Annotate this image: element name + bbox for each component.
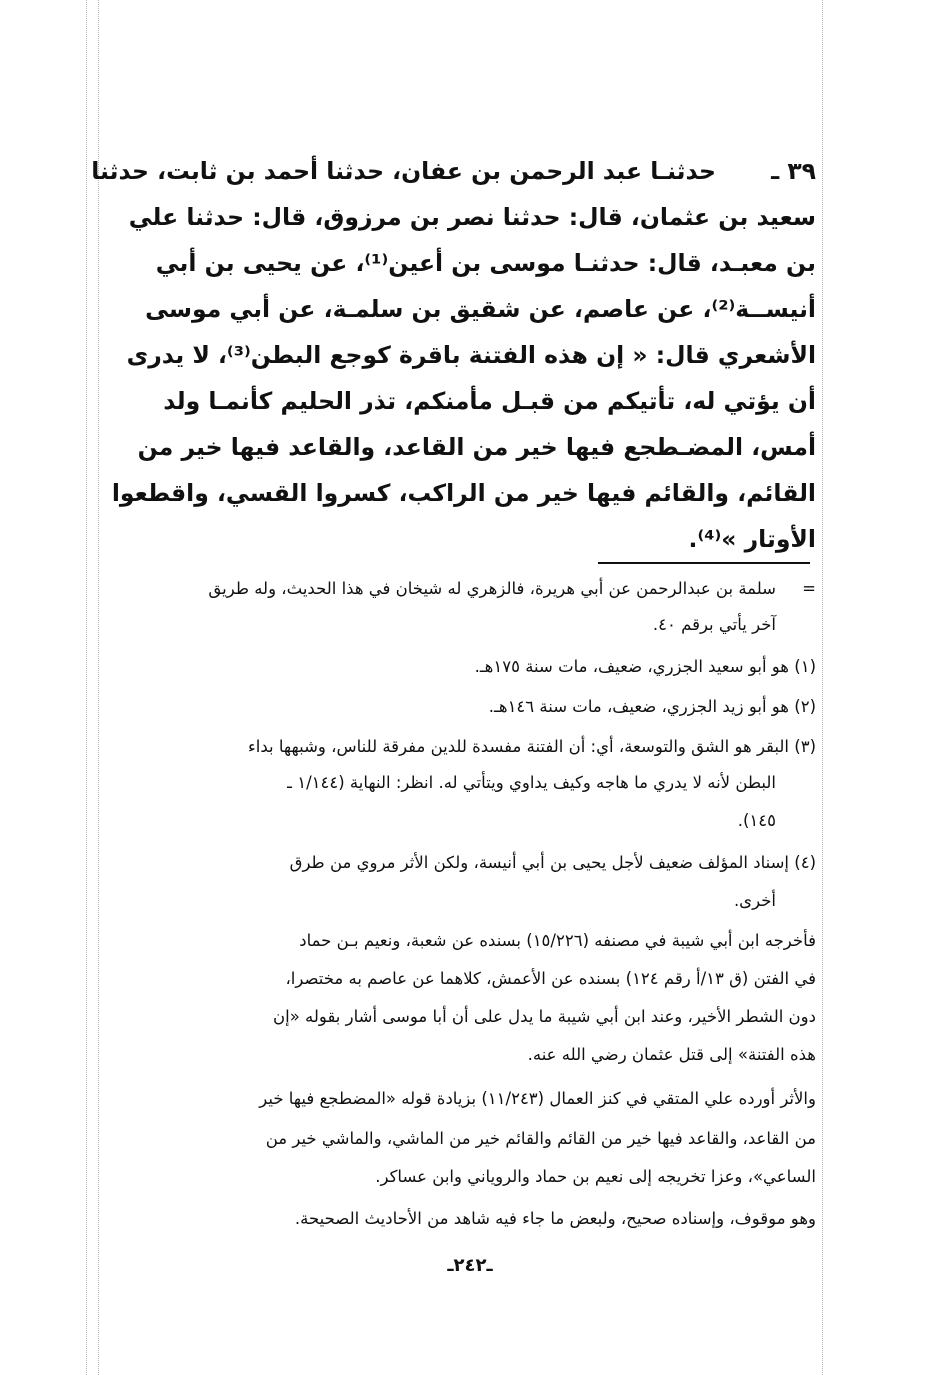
footnote-line: (٤) إسناد المؤلف ضعيف لأجل يحيى بن أبي أنيسة، ولكن الأثر مروي من طرق (289, 853, 816, 872)
footnote-line: (١) هو أبو سعيد الجزري، ضعيف، مات سنة ١٧٥هـ. (474, 657, 816, 676)
hadith-line: أن يؤتي له، تأتيكم من قبـل مأمنكم، تذر الحليم كأنمـا ولد (163, 387, 816, 415)
footnote-line: في الفتن (ق ١٣/أ رقم ١٢٤) بسنده عن الأعمش، كلاهما عن عاصم به مختصرا، (285, 969, 816, 988)
footnote-line: والأثر أورده علي المتقي في كنز العمال (١١/٢٤٣) بزيادة قوله «المضطجع فيها خير (259, 1089, 816, 1108)
margin-guide-left-outer (86, 0, 87, 1375)
hadith-line: حدثنـا عبد الرحمن بن عفان، حدثنا أحمد بن ثابت، حدثنا (91, 157, 716, 185)
hadith-line: سعيد بن عثمان، قال: حدثنا نصر بن مرزوق، قال: حدثنا علي (128, 203, 816, 231)
footnote-line: دون الشطر الأخير، وعند ابن أبي شيبة ما يدل على أن أبا موسى أشار بقوله «إن (273, 1007, 816, 1026)
footnote-line: من القاعد، والقاعد فيها خير من القائم والقائم خير من الماشي، والماشي خير من (265, 1129, 816, 1148)
hadith-number: ٣٩ ـ (771, 157, 816, 185)
footnote-separator (598, 562, 810, 564)
hadith-line: القائم، والقائم فيها خير من الراكب، كسروا القسي، واقطعوا (111, 479, 816, 507)
footnote-line: ١٤٥). (737, 811, 776, 830)
footnote-line: وهو موقوف، وإسناده صحيح، ولبعض ما جاء فيه شاهد من الأحاديث الصحيحة. (294, 1209, 816, 1228)
footnote-line: سلمة بن عبدالرحمن عن أبي هريرة، فالزهري له شيخان في هذا الحديث، وله طريق (208, 579, 776, 598)
footnote-line: الساعي»، وعزا تخريجه إلى نعيم بن حماد والروياني وابن عساكر. (375, 1167, 816, 1186)
footnote-line: (٢) هو أبو زيد الجزري، ضعيف، مات سنة ١٤٦هـ. (488, 697, 816, 716)
footnote-line: هذه الفتنة» إلى قتل عثمان رضي الله عنه. (527, 1045, 816, 1064)
footnote-line: أخرى. (733, 891, 776, 910)
hadith-line: الأوتار »⁽⁴⁾. (688, 525, 816, 553)
hadith-line: أنيســة⁽²⁾، عن عاصم، عن شقيق بن سلمـة، عن أبي موسى (145, 295, 816, 323)
margin-guide-right (822, 0, 823, 1375)
margin-guide-left-inner (98, 0, 99, 1375)
footnote-line: (٣) البقر هو الشق والتوسعة، أي: أن الفتنة مفسدة للدين مفرقة للناس، وشبهها بداء (248, 737, 816, 756)
page-number: ـ٢٤٢ـ (447, 1255, 493, 1276)
continuation-mark: = (802, 579, 816, 598)
hadith-line: أمس، المضـطجع فيها خير من القاعد، والقاعد فيها خير من (137, 433, 816, 461)
footnote-line: البطن لأنه لا يدري ما هاجه وكيف يداوي ويتأتي له. انظر: النهاية (١/١٤٤ ـ (287, 773, 776, 792)
hadith-line: الأشعري قال: « إن هذه الفتنة باقرة كوجع البطن⁽³⁾، لا يدرى (126, 341, 816, 369)
footnote-line: فأخرجه ابن أبي شيبة في مصنفه (١٥/٢٢٦) بسنده عن شعبة، ونعيم بـن حماد (299, 931, 816, 950)
hadith-line: بن معبـد، قال: حدثنـا موسى بن أعين⁽¹⁾، عن يحيى بن أبي (155, 249, 816, 277)
footnote-line: آخر يأتي برقم ٤٠. (652, 615, 776, 634)
